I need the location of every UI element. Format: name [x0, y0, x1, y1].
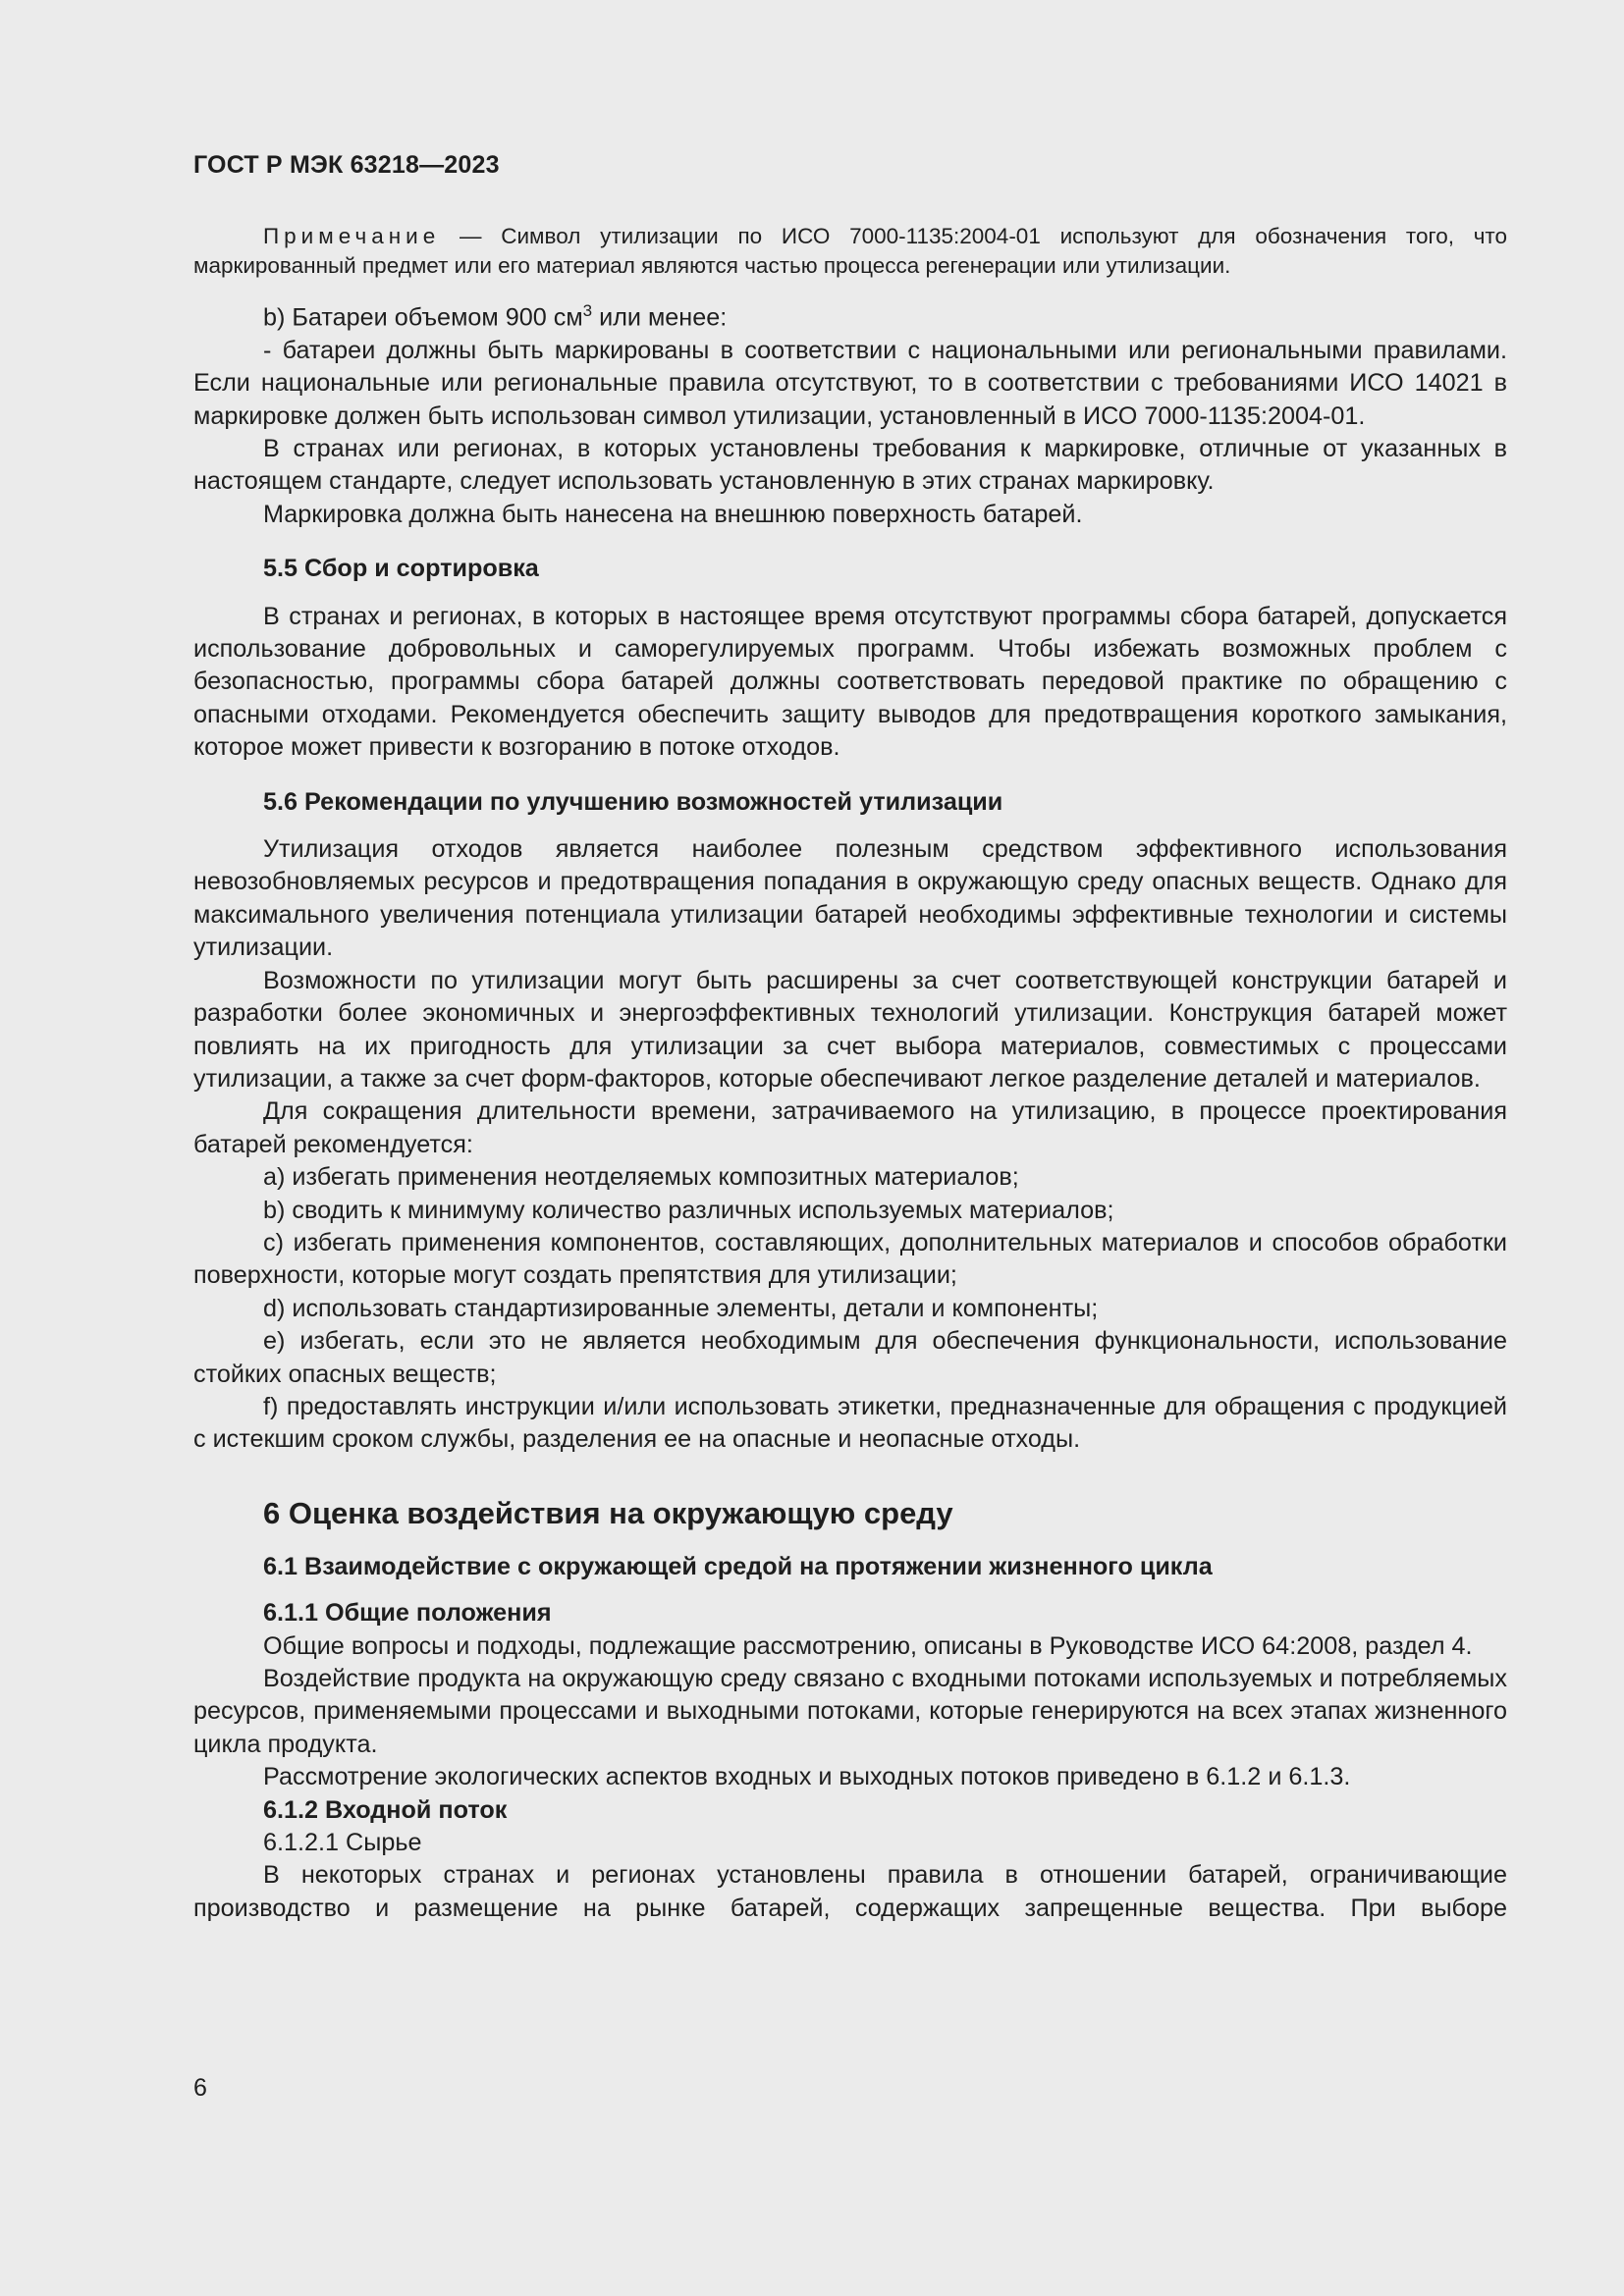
subsection-6-1-2-1-title: 6.1.2.1 Сырье [263, 1829, 422, 1857]
item-b-sup: 3 [582, 301, 593, 320]
paragraph: Общие вопросы и подходы, подлежащие рассмотрению, описаны в Руководстве ИСО 64:2008, раздел 4. [263, 1631, 1473, 1660]
paragraph: В некоторых странах и регионах установлены правила в отношении батарей, ограничивающие производство и размещение на рынке батарей, содержащих запрещенные вещества. При выборе [193, 1861, 1507, 1922]
section-6-1-title: 6.1 Взаимодействие с окружающей средой на протяжении жизненного цикла [263, 1552, 1213, 1580]
paragraph: Возможности по утилизации могут быть расширены за счет соответствующей конструкции батарей и разработки более экономичных и энергоэффективных технологий утилизации. Конструкция батарей может повлиять на их пригодность для утилизации за счет выбора материалов, совместимых с процессами утилизации, а также за счет форм-факторов, которые обеспечивают легкое разделение деталей и материалов. [193, 966, 1507, 1093]
section-5-5-title: 5.5 Сбор и сортировка [263, 555, 539, 583]
section-5-6-title: 5.6 Рекомендации по улучшению возможностей утилизации [263, 787, 1003, 816]
paragraph: Воздействие продукта на окружающую среду связано с входными потоками используемых и потребляемых ресурсов, применяемыми процессами и выходными потоками, которые генерируются на всех этапах жизненного цикла продукта. [193, 1665, 1507, 1758]
note-paragraph [193, 222, 1507, 281]
note-text: — Символ утилизации по ИСО 7000-1135:2004-01 используют для обозначения того, что маркированный предмет или его материал являются частью процесса регенерации или утилизации. [193, 224, 1507, 278]
item-b-tail: или менее: [592, 303, 728, 332]
paragraph: Утилизация отходов является наиболее полезным средством эффективного использования невозобновляемых ресурсов и предотвращения попадания в окружающую среду опасных веществ. Однако для максимального увеличения потенциала утилизации батарей необходимы эффективные технологии и системы утилизации. [193, 835, 1507, 962]
paragraph: Рассмотрение экологических аспектов входных и выходных потоков приведено в 6.1.2 и 6.1.3. [263, 1763, 1351, 1791]
list-item: с) избегать применения компонентов, составляющих, дополнительных материалов и способов обработки поверхности, которые могут создать препятствия для утилизации; [193, 1228, 1507, 1290]
note-label: Примечание [263, 224, 441, 248]
list-item: е) избегать, если это не является необходимым для обеспечения функциональности, использование стойких опасных веществ; [193, 1327, 1507, 1388]
list-item: а) избегать применения неотделяемых композитных материалов; [263, 1163, 1019, 1192]
section-6-1-1-title: 6.1.1 Общие положения [263, 1599, 552, 1628]
page-number: 6 [193, 2074, 207, 2102]
paragraph: В странах или регионах, в которых установлены требования к маркировке, отличные от указанных в настоящем стандарте, следует использовать установленную в этих странах маркировку. [193, 435, 1507, 496]
paragraph: В странах и регионах, в которых в настоящее время отсутствуют программы сбора батарей, допускается использование добровольных и саморегулируемых программ. Чтобы избежать возможных проблем с безопасностью, программы сбора батарей должны соответствовать передовой практике по обращению с опасными отходами. Рекомендуется обеспечить защиту выводов для предотвращения короткого замыкания, которое может привести к возгоранию в потоке отходов. [193, 602, 1507, 762]
paragraph: Маркировка должна быть нанесена на внешнюю поверхность батарей. [263, 500, 1083, 528]
item-b-heading [193, 294, 1507, 335]
paragraph: Для сокращения длительности времени, затрачиваемого на утилизацию, в процессе проектирования батарей рекомендуется: [193, 1097, 1507, 1158]
list-item: b) сводить к минимуму количество различных используемых материалов; [263, 1196, 1114, 1224]
item-b-text: b) Батареи объемом 900 см [263, 303, 583, 332]
list-item: f) предоставлять инструкции и/или использовать этикетки, предназначенные для обращения с продукцией с истекшим сроком службы, разделения ее на опасные и неопасные отходы. [193, 1392, 1507, 1454]
section-6-1-2-title: 6.1.2 Входной поток [263, 1795, 508, 1824]
paragraph: - батареи должны быть маркированы в соответствии с национальными или региональными правилами. Если национальные или региональные правила отсутствуют, то в соответствии с требованиями ИСО 14021 в маркировке должен быть использован символ утилизации, установленный в ИСО 7000-1135:2004-01. [193, 336, 1507, 430]
document-body [193, 222, 1507, 1925]
list-item: d) использовать стандартизированные элементы, детали и компоненты; [263, 1294, 1099, 1322]
section-6-title: 6 Оценка воздействия на окружающую среду [263, 1495, 953, 1530]
document-header: ГОСТ Р МЭК 63218—2023 [193, 151, 500, 179]
